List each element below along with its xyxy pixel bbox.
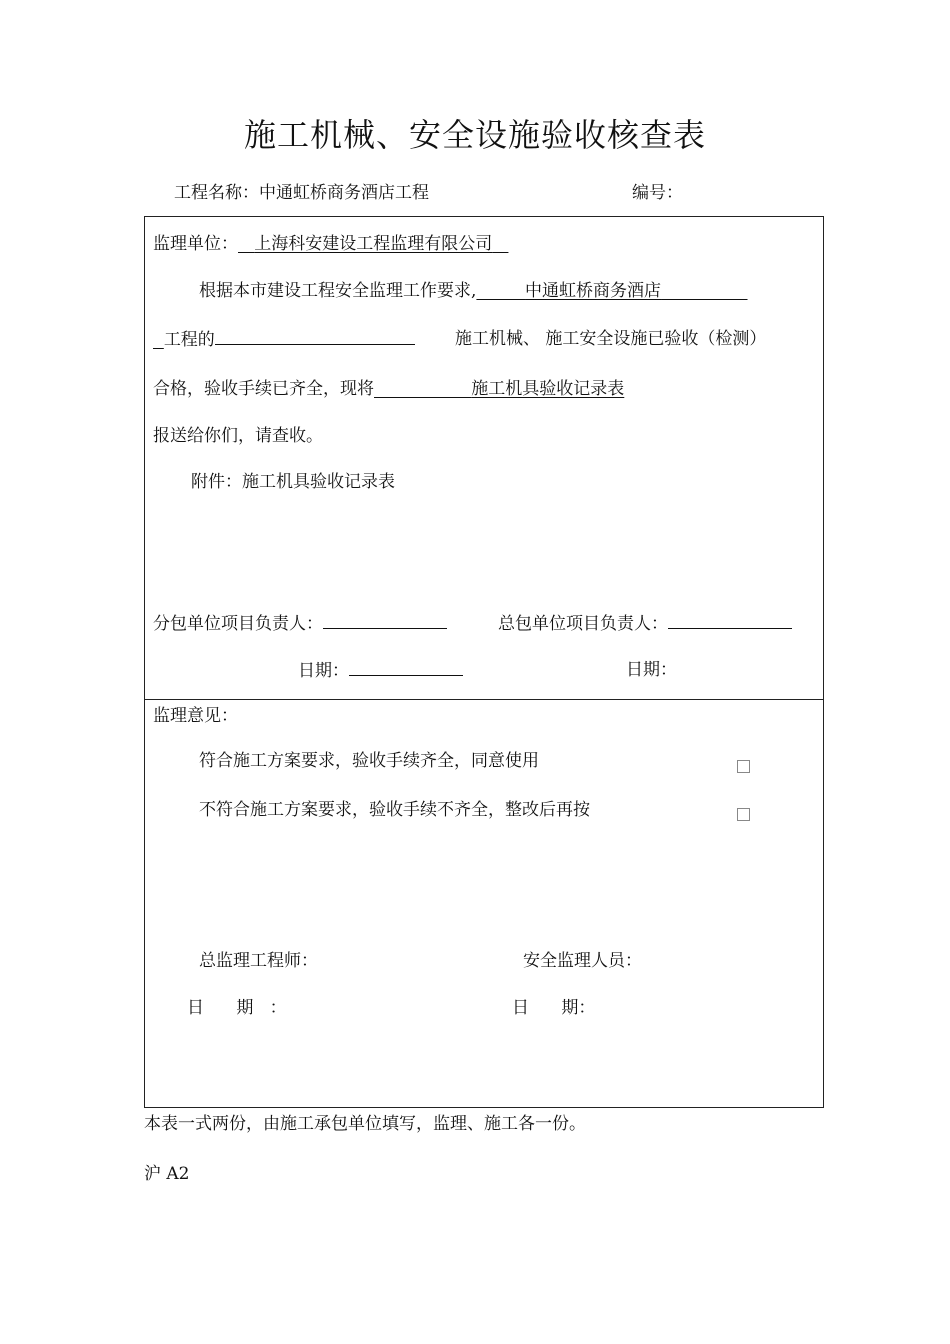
sub-date-row bbox=[298, 659, 463, 682]
supervisor-name: 上海科安建设工程监理有限公司 bbox=[254, 234, 493, 254]
supervisor-label: 监理单位： bbox=[153, 234, 238, 254]
project-name: 中通虹桥商务酒店工程 bbox=[259, 183, 429, 203]
project-label: 工程名称： bbox=[174, 183, 259, 203]
request-line-2: 工程的 bbox=[153, 328, 415, 351]
date-label: 日期： bbox=[298, 661, 349, 681]
chief-engineer-label: 总监理工程师： bbox=[199, 951, 318, 971]
option-approve: 符合施工方案要求，验收手续齐全，同意使用 bbox=[199, 751, 539, 771]
blank-line bbox=[215, 328, 415, 345]
approve-checkbox[interactable] bbox=[737, 760, 750, 773]
sub-lead-blank bbox=[323, 612, 447, 629]
attachment-line: 附件：施工机具验收记录表 bbox=[191, 472, 395, 492]
request-line-1: 根据本市建设工程安全监理工作要求, 中通虹桥商务酒店 bbox=[199, 281, 662, 301]
project-ref: 中通虹桥商务酒店 bbox=[525, 281, 662, 301]
chief-date-label: 日 期 ： bbox=[187, 998, 287, 1018]
number-label: 编号： bbox=[632, 183, 683, 203]
sub-lead-row bbox=[153, 612, 447, 635]
safety-supervisor-label: 安全监理人员： bbox=[523, 951, 642, 971]
form-code: 沪 A2 bbox=[144, 1164, 190, 1184]
request-line-2b: 施工机械、 施工安全设施已验收（检测） bbox=[455, 329, 767, 349]
footer-note: 本表一式两份，由施工承包单位填写，监理、施工各一份。 bbox=[144, 1114, 586, 1134]
main-date-label: 日期： bbox=[626, 660, 677, 680]
opinion-label: 监理意见： bbox=[153, 706, 238, 726]
main-lead-label: 总包单位项目负责人： bbox=[498, 614, 668, 634]
main-lead-row bbox=[498, 612, 792, 635]
supervisor-row bbox=[153, 233, 508, 255]
option-reject: 不符合施工方案要求，验收手续不齐全，整改后再按 bbox=[199, 800, 590, 820]
main-lead-blank bbox=[668, 612, 792, 629]
request-line-3: 合格，验收手续已齐全，现将 施工机具验收记录表 bbox=[153, 379, 625, 399]
section-divider bbox=[144, 699, 824, 700]
page-title: 施工机械、安全设施验收核查表 bbox=[243, 116, 706, 154]
reject-checkbox[interactable] bbox=[737, 808, 750, 821]
project-name-row bbox=[174, 182, 429, 204]
sub-date-blank bbox=[349, 659, 463, 676]
document-ref: 施工机具验收记录表 bbox=[471, 379, 625, 399]
safety-date-label: 日 期： bbox=[512, 998, 596, 1018]
request-line-4: 报送给你们，请查收。 bbox=[153, 426, 323, 446]
sub-lead-label: 分包单位项目负责人： bbox=[153, 614, 323, 634]
